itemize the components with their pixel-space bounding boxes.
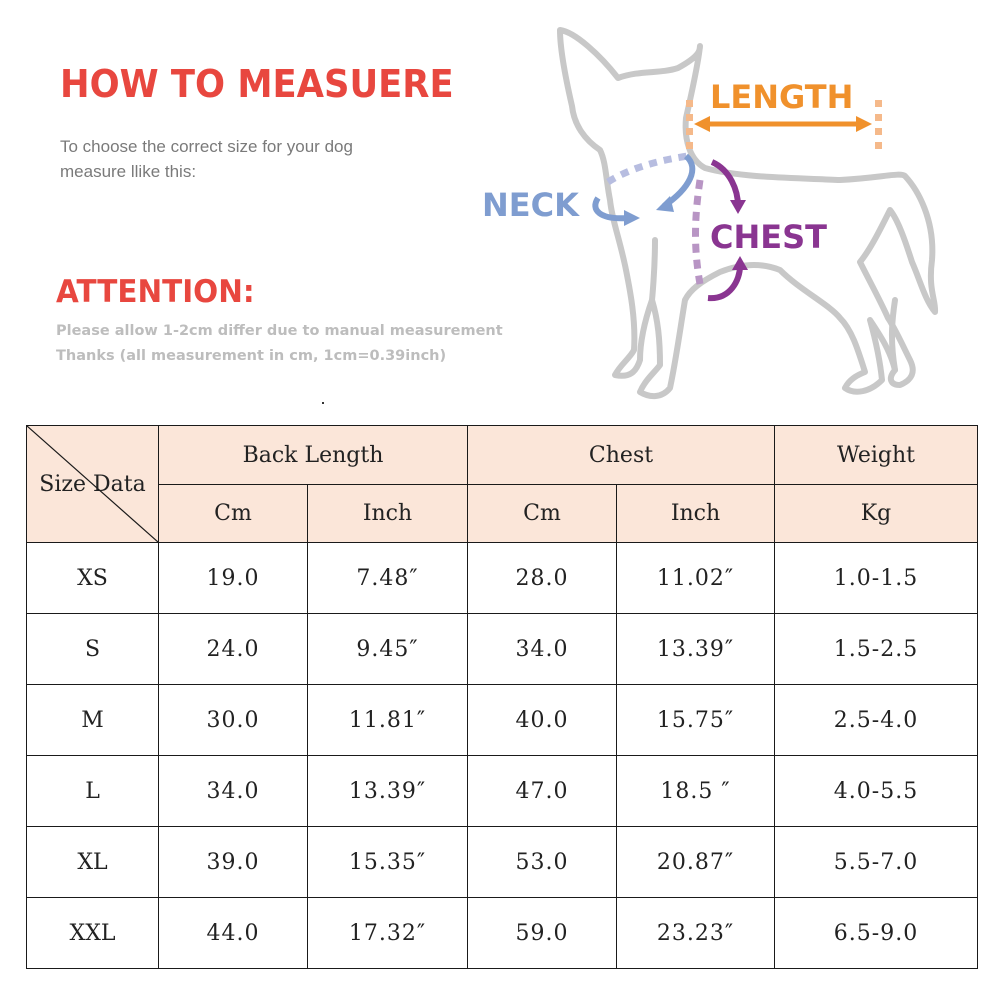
size-cell: XXL [27,898,159,969]
chest-inch-cell: 20.87″ [617,827,775,898]
attention-title: ATTENTION: [56,274,255,310]
chest-inch-cell: 13.39″ [617,614,775,685]
chest-inch-cell: 11.02″ [617,543,775,614]
back-cm-cell: 24.0 [159,614,308,685]
table-row [27,543,978,614]
chest-inch-cell: 15.75″ [617,685,775,756]
chest-inch-cell: 23.23″ [617,898,775,969]
chest-inch-header: Inch [617,485,775,543]
table-row [27,898,978,969]
how-to-measure-title: HOW TO MEASUERE [60,62,454,106]
back-cm-cell: 34.0 [159,756,308,827]
chest-cm-cell: 53.0 [468,827,617,898]
back-inch-header: Inch [308,485,468,543]
weight-cell: 6.5-9.0 [775,898,978,969]
attention-line-1: Please allow 1-2cm differ due to manual measurement [56,323,503,339]
size-cell: M [27,685,159,756]
instructions-line-2: measure llike this: [60,162,197,181]
chest-cm-cell: 28.0 [468,543,617,614]
weight-cell: 2.5-4.0 [775,685,978,756]
instructions-line-1: To choose the correct size for your dog [60,137,353,156]
back-inch-cell: 13.39″ [308,756,468,827]
weight-header: Weight [775,426,978,485]
table-row [27,827,978,898]
chest-cm-cell: 34.0 [468,614,617,685]
size-chart-table [26,425,978,969]
back-inch-cell: 11.81″ [308,685,468,756]
size-cell: L [27,756,159,827]
chest-cm-header: Cm [468,485,617,543]
chest-cm-cell: 40.0 [468,685,617,756]
table-header-unit-row [27,485,978,543]
how-to-measure-instructions [60,134,420,184]
stray-dot [322,402,324,404]
weight-cell: 4.0-5.5 [775,756,978,827]
weight-cell: 1.0-1.5 [775,543,978,614]
back-inch-cell: 7.48″ [308,543,468,614]
length-label: LENGTH [710,78,854,116]
table-row [27,614,978,685]
back-length-header: Back Length [159,426,468,485]
chest-label: CHEST [710,218,827,256]
attention-line-2: Thanks (all measurement in cm, 1cm=0.39inch) [56,348,447,364]
size-cell: XL [27,827,159,898]
back-inch-cell: 15.35″ [308,827,468,898]
back-cm-cell: 19.0 [159,543,308,614]
chest-header: Chest [468,426,775,485]
attention-note [56,319,506,369]
size-cell: S [27,614,159,685]
weight-kg-header: Kg [775,485,978,543]
table-header-group-row [27,426,978,485]
size-data-label: Size Data [39,471,146,497]
weight-cell: 5.5-7.0 [775,827,978,898]
neck-label: NECK [482,186,579,224]
table-row [27,685,978,756]
back-inch-cell: 9.45″ [308,614,468,685]
size-cell: XS [27,543,159,614]
back-cm-cell: 44.0 [159,898,308,969]
chest-cm-cell: 59.0 [468,898,617,969]
back-cm-cell: 30.0 [159,685,308,756]
weight-cell: 1.5-2.5 [775,614,978,685]
chest-cm-cell: 47.0 [468,756,617,827]
table-row [27,756,978,827]
chest-inch-cell: 18.5 ″ [617,756,775,827]
back-cm-header: Cm [159,485,308,543]
size-data-corner-cell [27,426,159,543]
back-cm-cell: 39.0 [159,827,308,898]
back-inch-cell: 17.32″ [308,898,468,969]
